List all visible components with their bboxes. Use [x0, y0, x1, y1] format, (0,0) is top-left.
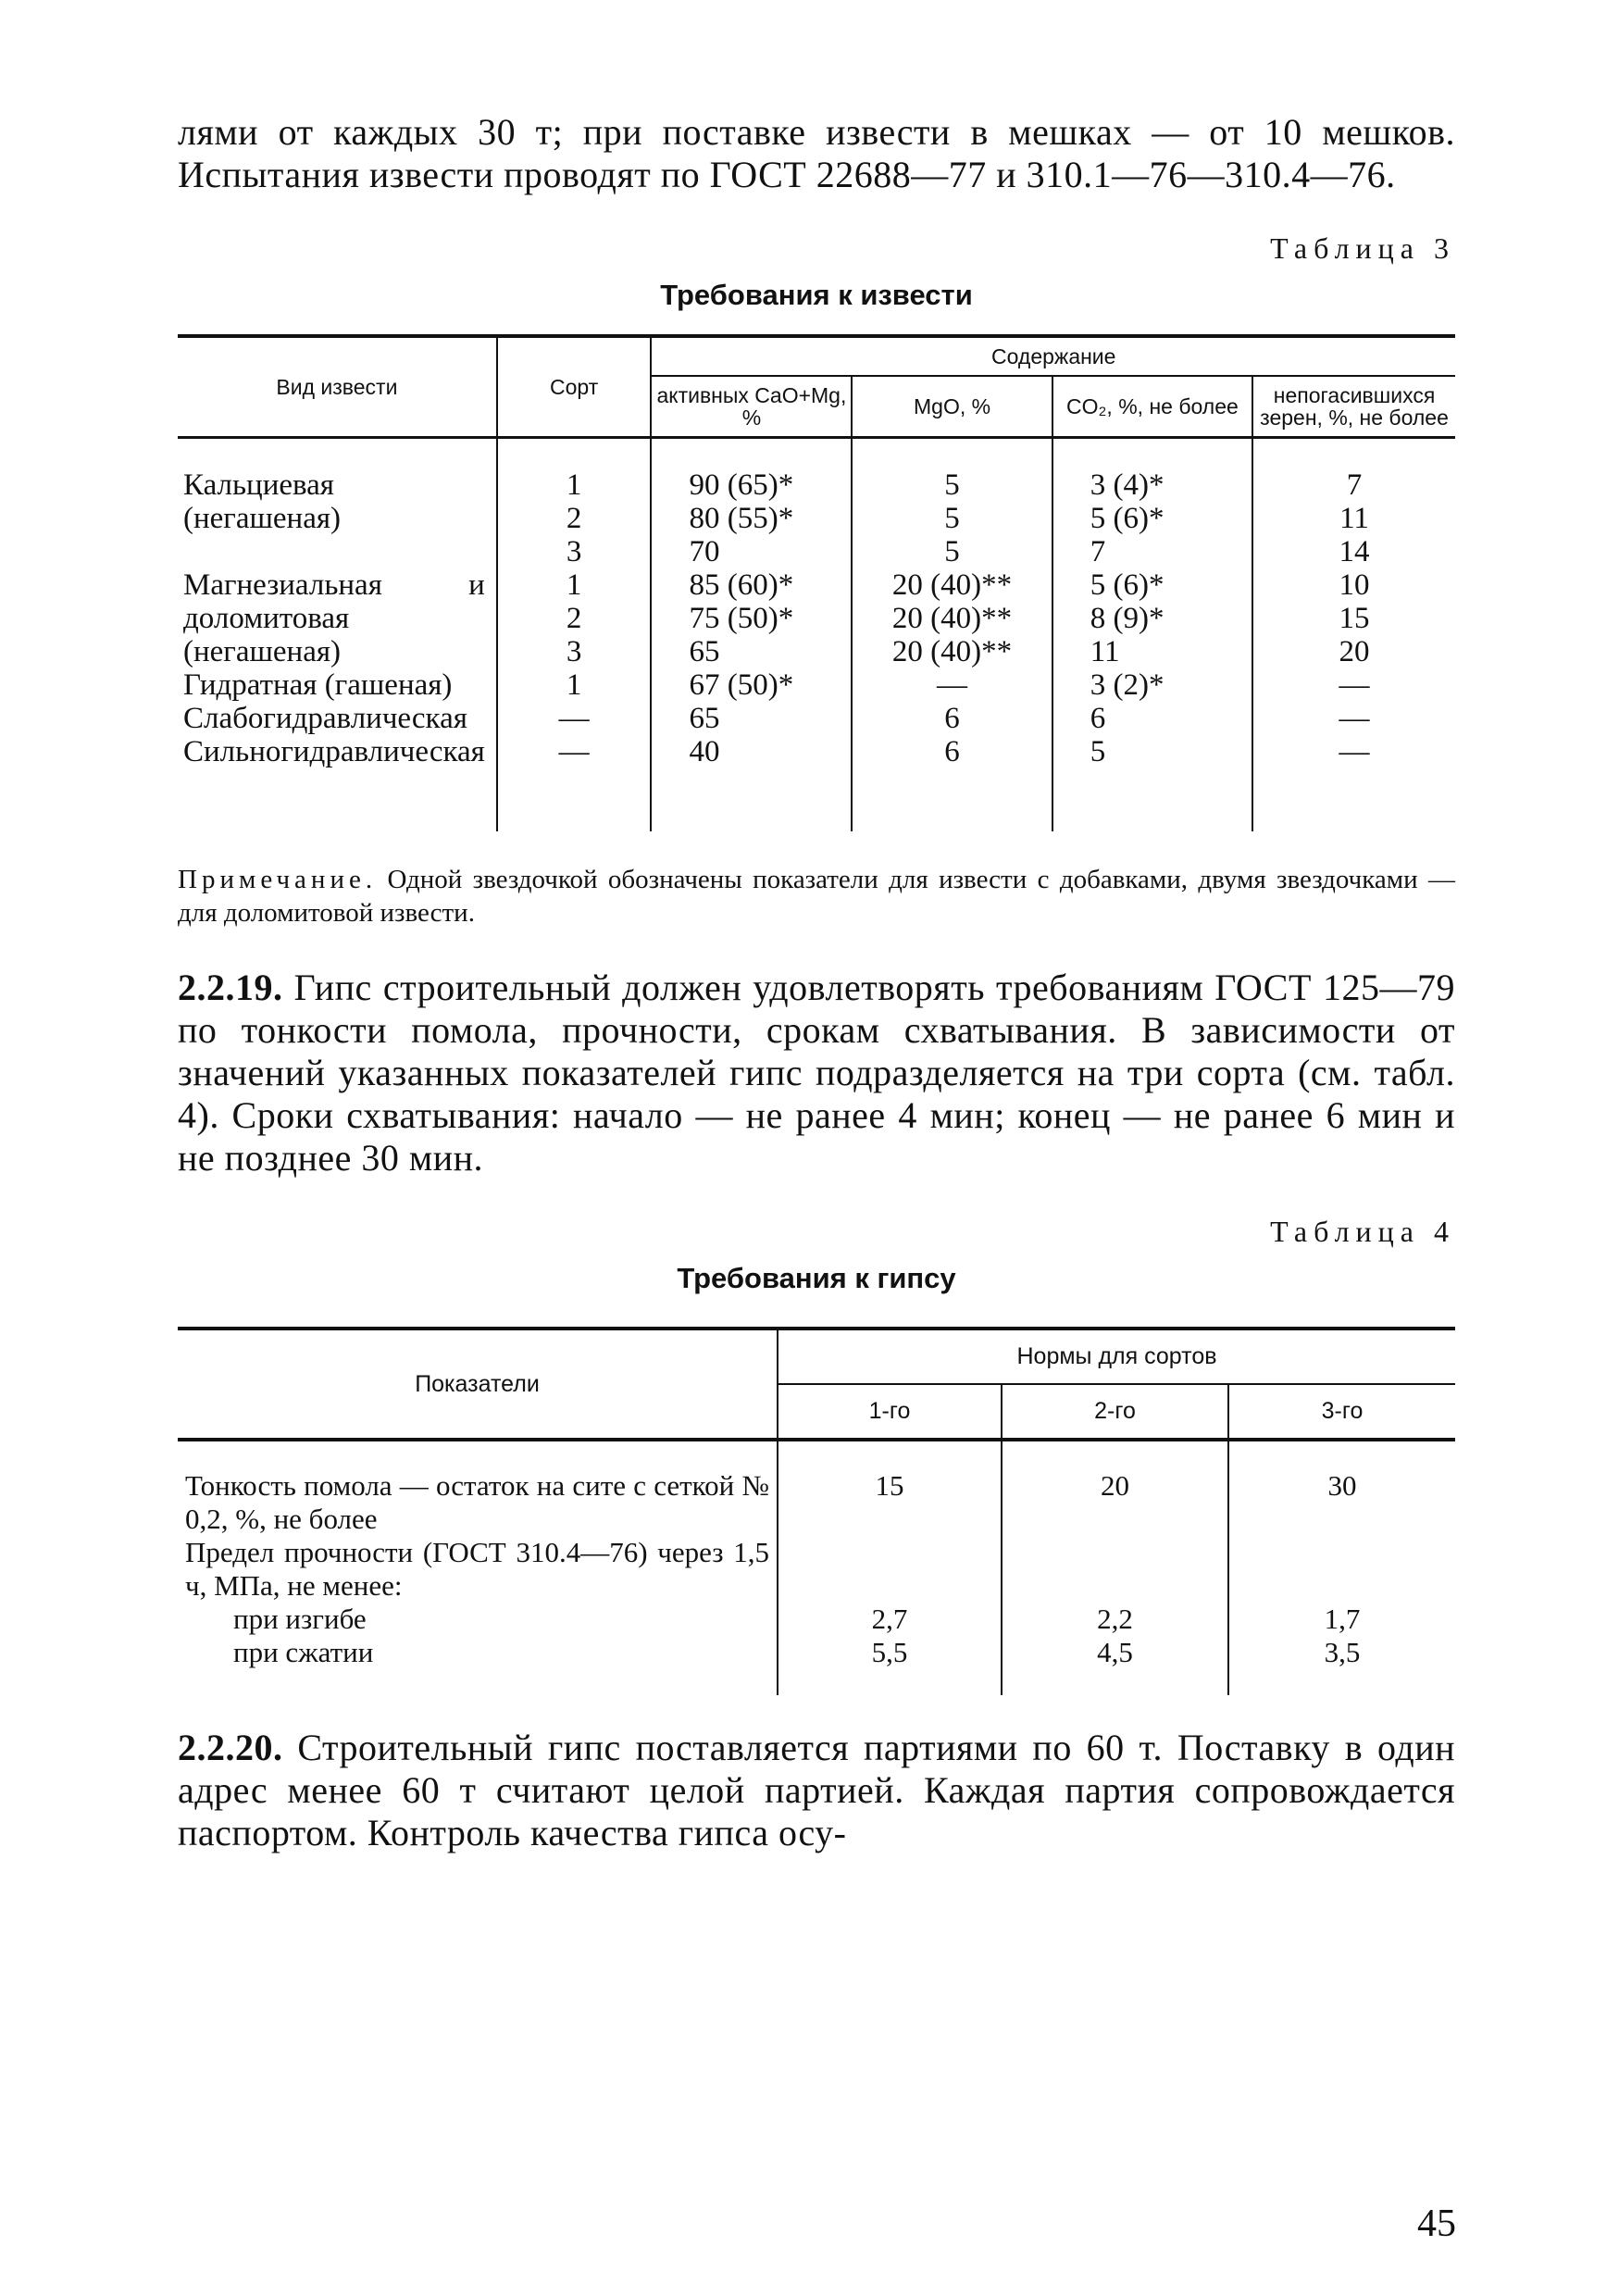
table-row — [178, 1603, 1455, 1636]
lime-mgo: 6 — [852, 702, 1052, 735]
page-number: 45 — [1417, 2202, 1456, 2245]
table3-header-kind: Вид извести — [178, 336, 497, 438]
table4-header-indicators: Показатели — [178, 1329, 778, 1440]
lime-grade: — — [497, 702, 652, 735]
table-row — [178, 438, 1455, 569]
lime-co2: 6 — [1052, 702, 1252, 735]
lime-co2: 3 (4)* 5 (6)* 7 — [1052, 438, 1252, 569]
lime-kind: Кальциевая (негашеная) — [183, 468, 342, 535]
table4-header-grade3: 3-го — [1228, 1384, 1455, 1440]
table3-number: Таблица 3 — [1270, 231, 1455, 265]
lime-grade: — — [497, 735, 652, 831]
lime-unslaked-grains: 7 11 14 — [1252, 438, 1455, 569]
paragraph-2-2-19 — [178, 967, 1455, 1179]
table3-header-grade: Сорт — [497, 336, 652, 438]
section-number-2-2-19: 2.2.19. — [178, 967, 283, 1008]
table3-header-active: активных CaO+Mg, % — [651, 376, 852, 438]
gypsum-grade3-value: 3,5 — [1228, 1636, 1455, 1695]
lime-kind: Слабогидравлическая — [183, 702, 467, 735]
lime-active-content: 90 (65)* 80 (55)* 70 — [651, 438, 852, 569]
gypsum-indicator: Тонкость помола — остаток на сите с сеткой № 0,2, %, не более — [185, 1469, 769, 1535]
table-row — [178, 568, 1455, 668]
lime-co2: 5 (6)* 8 (9)* 11 — [1052, 568, 1252, 668]
lime-grade: 1 — [497, 668, 652, 702]
table4-header-norms: Нормы для сортов — [778, 1329, 1455, 1384]
lime-mgo: 5 5 5 — [852, 438, 1052, 569]
table4-body — [178, 1440, 1455, 1695]
lime-mgo: 6 — [852, 735, 1052, 831]
table3-title: Требования к извести — [660, 279, 973, 311]
gypsum-indicator: при сжатии — [233, 1636, 374, 1668]
gypsum-grade1-value: 2,7 — [778, 1603, 1002, 1636]
lime-kind: Гидратная (гашеная) — [183, 668, 453, 702]
gypsum-grade1-value: 5,5 — [778, 1636, 1002, 1695]
page-content — [178, 111, 1455, 1854]
lime-co2: 3 (2)* — [1052, 668, 1252, 702]
note-text: Одной звездочкой обозначены показатели для извести с добавками, двумя звездочками — для доломитовой извести. — [178, 865, 1455, 928]
table3-lime-requirements — [178, 334, 1455, 831]
table3-note — [178, 863, 1455, 930]
paragraph-2-2-20 — [178, 1727, 1455, 1854]
table-row — [178, 735, 1455, 831]
table4-number: Таблица 4 — [1270, 1215, 1455, 1248]
table3-header-co2: CO₂, %, не более — [1052, 376, 1252, 438]
table4-header-grade1: 1-го — [778, 1384, 1002, 1440]
table-row — [178, 1536, 1455, 1603]
table-row — [178, 702, 1455, 735]
gypsum-grade3-value: 30 — [1228, 1440, 1455, 1536]
table4-title: Требования к гипсу — [677, 1262, 956, 1294]
table-row — [178, 1440, 1455, 1536]
lime-active-content: 67 (50)* — [651, 668, 852, 702]
lime-mgo: 20 (40)** 20 (40)** 20 (40)** — [852, 568, 1052, 668]
table4-header-grade2: 2-го — [1002, 1384, 1228, 1440]
lime-active-content: 40 — [651, 735, 852, 831]
gypsum-grade1-value: 15 — [778, 1440, 1002, 1536]
section-text-2-2-20: Строительный гипс поставляется партиями по 60 т. Поставку в один адрес менее 60 т считают целой партией. Каждая партия сопровождается паспортом. Контроль качества гипса осу- — [178, 1727, 1456, 1853]
lime-unslaked-grains: — — [1252, 668, 1455, 702]
lime-mgo: — — [852, 668, 1052, 702]
section-number-2-2-20: 2.2.20. — [178, 1727, 283, 1768]
table3-header-grains: непогасившихся зерен, %, не более — [1252, 376, 1455, 438]
gypsum-grade2-value: 2,2 — [1002, 1603, 1228, 1636]
intro-paragraph: лями от каждых 30 т; при поставке извести в мешках — от 10 мешков. Испытания извести проводят по ГОСТ 22688—77 и 310.1—76—310.4—76. — [178, 111, 1455, 195]
gypsum-grade2-value: 4,5 — [1002, 1636, 1228, 1695]
table3-body — [178, 438, 1455, 832]
lime-active-content: 65 — [651, 702, 852, 735]
table-row — [178, 1636, 1455, 1695]
lime-grade: 1 2 3 — [497, 438, 652, 569]
lime-co2: 5 — [1052, 735, 1252, 831]
gypsum-grade3-value: 1,7 — [1228, 1603, 1455, 1636]
gypsum-indicator: Предел прочности (ГОСТ 310.4—76) через 1,5 ч, МПа, не менее: — [185, 1536, 769, 1602]
table4-gypsum-requirements — [178, 1327, 1455, 1695]
note-label: Примечание. — [178, 865, 378, 894]
lime-kind: Магнезиальная и доломитовая (негашеная) — [183, 568, 485, 668]
section-text-2-2-19: Гипс строительный должен удовлетворять требованиям ГОСТ 125—79 по тонкости помола, прочности, срокам схватывания. В зависимости от значений указанных показателей гипс подразделяется на три сорта (см. табл. 4). Сроки схватывания: начало — не ранее 4 мин; конец — не ранее 6 мин и не позднее 30 мин. — [178, 967, 1456, 1179]
lime-unslaked-grains: — — [1252, 735, 1455, 831]
lime-kind: Сильногидравлическая — [183, 735, 485, 768]
lime-grade: 1 2 3 — [497, 568, 652, 668]
gypsum-indicator: при изгибе — [233, 1603, 367, 1635]
gypsum-grade1-value — [778, 1536, 1002, 1603]
lime-unslaked-grains: 10 15 20 — [1252, 568, 1455, 668]
gypsum-grade2-value: 20 — [1002, 1440, 1228, 1536]
gypsum-grade3-value — [1228, 1536, 1455, 1603]
table3-header-mgo: MgO, % — [852, 376, 1052, 438]
table3-header-content: Содержание — [651, 336, 1455, 376]
gypsum-grade2-value — [1002, 1536, 1228, 1603]
table-row — [178, 668, 1455, 702]
lime-unslaked-grains: — — [1252, 702, 1455, 735]
lime-active-content: 85 (60)* 75 (50)* 65 — [651, 568, 852, 668]
